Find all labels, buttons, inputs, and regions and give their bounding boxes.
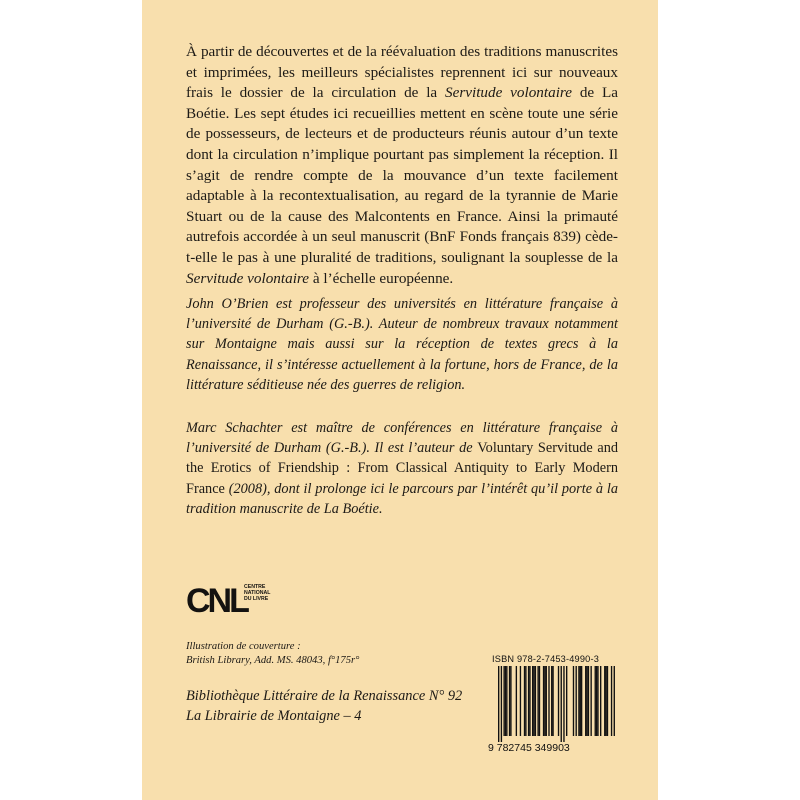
collection-line-2: La Librairie de Montaigne – 4 <box>186 708 362 724</box>
barcode-bar <box>543 666 544 736</box>
barcode-bar <box>590 666 591 736</box>
barcode-bar <box>573 666 574 736</box>
barcode-bar <box>614 666 615 736</box>
cnl-logo-line-1: CENTRE <box>244 584 266 590</box>
cnl-logo <box>186 578 286 624</box>
barcode-bar <box>546 666 547 736</box>
barcode-bar <box>532 666 533 736</box>
barcode-bar <box>501 666 502 742</box>
barcode-bar <box>576 666 577 736</box>
bio-schachter-text-2: (2008), dont il prolonge ici le parcours par l’intérêt qu’il porte à la tradition manuscrite de La Boétie. <box>186 480 618 517</box>
barcode-bar <box>596 666 597 736</box>
bio-schachter-text-1: Marc Schachter est maître de conférences en littérature française à l’université de Durham (G.-B.). Il est l’auteur de <box>186 420 618 457</box>
barcode-bar <box>600 666 601 736</box>
bio-schachter-book-title: Voluntary Servitude and the Erotics of Friendship : From Classical Antiquity to Early Modern France <box>186 440 618 497</box>
cnl-logo-line-2: NATIONAL <box>244 590 271 596</box>
barcode-bar <box>544 666 545 736</box>
barcode-bar <box>578 666 579 736</box>
summary-paragraph <box>186 42 618 289</box>
bio-obrien-text: John O’Brien est professeur des universités en littérature française à l’université de Durham (G.-B.). Auteur de nombreux travaux notamment sur Montaigne mais aussi sur la réception de textes grecs à la Renaissance, il s’intéresse actuellement à la fortune, hors de France, de la littérature séditieuse née des guerres de religion. <box>186 296 618 393</box>
barcode-bar <box>607 666 608 736</box>
barcode-bar <box>503 666 504 736</box>
barcode-bar <box>516 666 517 736</box>
barcode-bar <box>535 666 536 736</box>
barcode-bar <box>558 666 559 736</box>
barcode-bar <box>595 666 596 736</box>
isbn-barcode <box>488 654 620 756</box>
cnl-logo-caption <box>244 584 284 602</box>
barcode-bar <box>588 666 589 736</box>
barcode-bar <box>611 666 612 736</box>
barcode-bar <box>498 666 499 742</box>
barcode-bar <box>548 666 549 736</box>
credit-line-1: Illustration de couverture : <box>186 641 301 652</box>
barcode-bar <box>552 666 553 736</box>
barcode-bar <box>520 666 521 736</box>
barcode-bar <box>580 666 581 736</box>
barcode-bar <box>529 666 530 736</box>
cnl-logo-line-3: DU LIVRE <box>244 596 269 602</box>
barcode-bar <box>525 666 526 736</box>
barcode-bars <box>488 666 620 742</box>
barcode-bar <box>537 666 538 736</box>
author-bio-obrien <box>186 294 618 395</box>
barcode-bar <box>505 666 506 736</box>
summary-title-2: Servitude volontaire <box>186 269 310 287</box>
barcode-bar <box>585 666 586 736</box>
barcode-bar <box>506 666 507 736</box>
collection-line-1: Bibliothèque Littéraire de la Renaissance N° 92 <box>186 688 463 704</box>
barcode-bar <box>581 666 582 736</box>
summary-text-2: de La Boétie. Les sept études ici recueillies mettent en scène toute une série de possesseurs, de lecteurs et de producteurs réunis autour d’un texte dont la circulation n’implique pourtant pas simplement la réception. Il s’agit de rendre compte de la mouvance d’un texte facilement adaptable à la recontextualisation, au regard de la tyrannie de Marie Stuart ou de la cause des Malcontents en France. Ainsi la primauté autrefois accordée à un seul manuscrit (BnF Fonds français 839) cède-t-elle le pas à une pluralité de traditions, soulignant la souplesse de la <box>186 84 618 266</box>
summary-text-1: À partir de découvertes et de la réévaluation des traditions manuscrites et imprimées, les meilleurs spécialistes reprennent ici sur nouveaux frais le dossier de la circulation de la <box>186 43 618 102</box>
book-back-cover <box>142 0 658 800</box>
barcode-bar <box>539 666 540 736</box>
barcode-bar <box>566 666 567 736</box>
author-bio-schachter <box>186 418 618 519</box>
barcode-bar <box>509 666 510 736</box>
credit-line-2: British Library, Add. MS. 48043, f°175r° <box>186 655 360 666</box>
barcode-bar <box>551 666 552 736</box>
barcode-bar <box>586 666 587 736</box>
barcode-bar <box>605 666 606 736</box>
summary-text-3: à l’échelle européenne. <box>309 269 454 287</box>
barcode-bar <box>604 666 605 736</box>
barcode-bar <box>528 666 529 736</box>
barcode-bar <box>563 666 564 742</box>
barcode-bar <box>524 666 525 736</box>
summary-title-1: Servitude volontaire <box>444 84 573 102</box>
barcode-digits: 9 782745 349903 <box>488 742 570 754</box>
illustration-credit <box>186 640 466 668</box>
cnl-logo-mark: CNL <box>186 582 247 620</box>
barcode-bar <box>561 666 562 742</box>
barcode-bar <box>510 666 511 736</box>
isbn-label: ISBN 978-2-7453-4990-3 <box>492 654 600 664</box>
collection-info <box>186 686 466 726</box>
barcode-bar <box>597 666 598 736</box>
barcode-bar <box>533 666 534 736</box>
